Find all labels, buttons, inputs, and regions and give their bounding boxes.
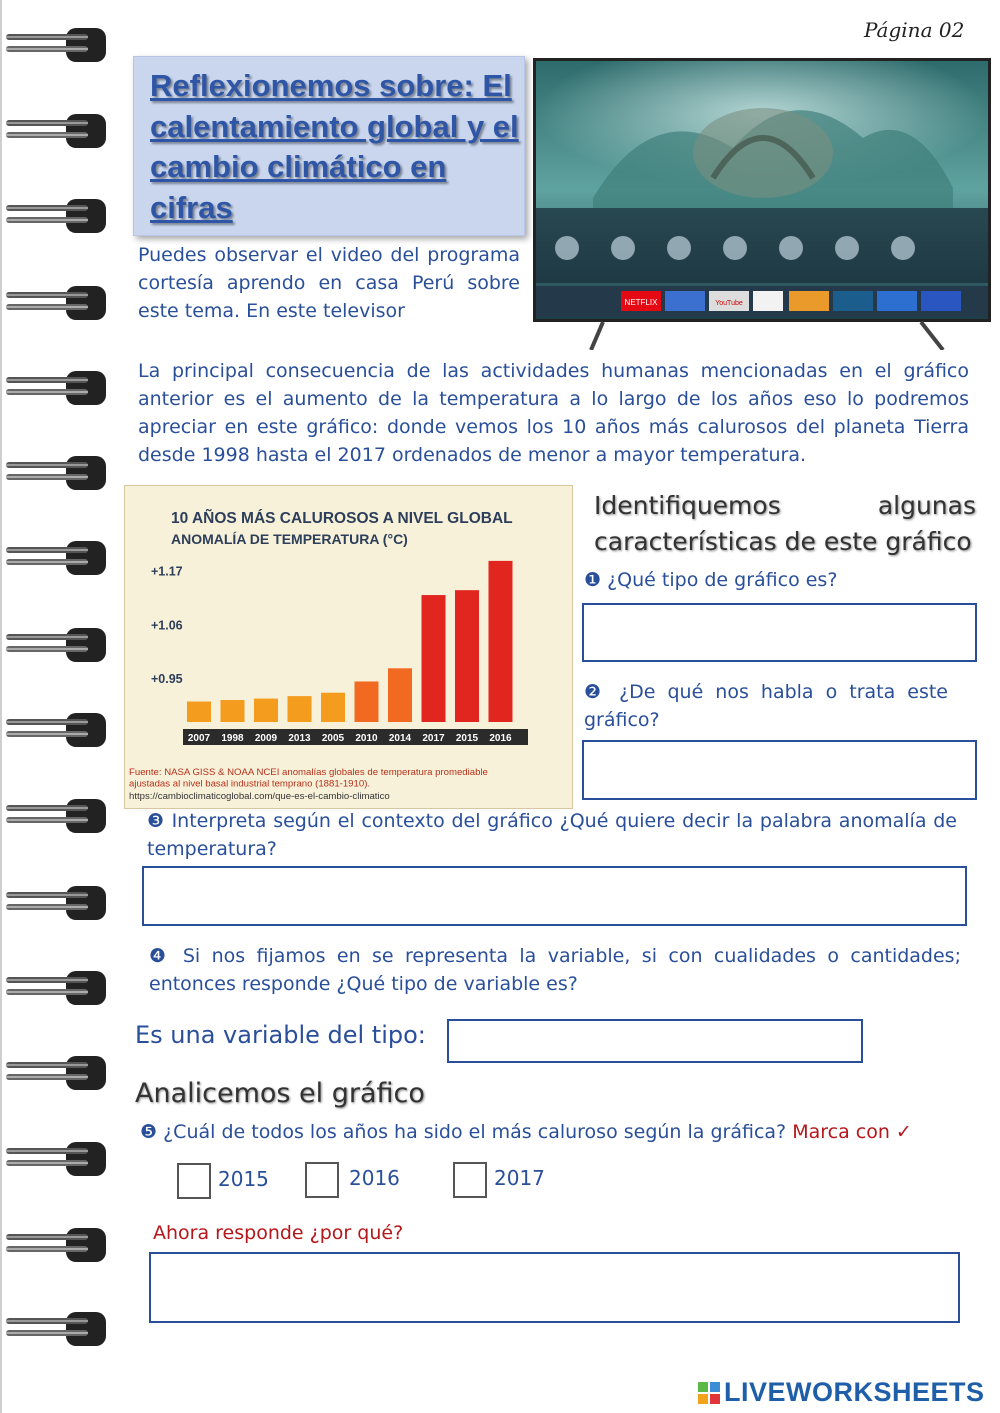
option-2016-label: 2016 <box>349 1166 400 1190</box>
liveworksheets-logo <box>698 1377 985 1408</box>
answer-box-why[interactable] <box>149 1252 960 1323</box>
x-tick-label: 2005 <box>321 733 345 744</box>
answer-box-q3[interactable] <box>142 866 967 926</box>
chart-source-text-line2: ajustadas al nivel basal industrial temprano (1881-1910). <box>129 778 371 790</box>
x-tick-label: 2007 <box>187 733 211 744</box>
question-5-text: ¿Cuál de todos los años ha sido el más caluroso según la gráfica? <box>163 1121 787 1143</box>
spiral-ring <box>4 1050 108 1096</box>
answer-box-q1[interactable] <box>582 603 977 662</box>
y-tick-label: +1.06 <box>151 618 183 633</box>
bullet-5: ❺ <box>140 1121 158 1143</box>
question-4 <box>149 942 961 998</box>
spiral-ring <box>4 622 108 668</box>
chart-bar <box>221 700 245 722</box>
x-tick-label: 2014 <box>388 733 412 744</box>
identify-heading-word1: Identifiquemos <box>594 491 781 520</box>
chart-title: 10 AÑOS MÁS CALUROSOS A NIVEL GLOBAL <box>171 510 513 527</box>
spiral-ring <box>4 22 108 68</box>
question-2 <box>584 678 948 734</box>
checkbox-2016[interactable] <box>305 1162 339 1198</box>
bullet-4: ❹ <box>149 945 172 967</box>
question-3 <box>147 807 957 863</box>
brand-name: LIVEWORKSHEETS <box>724 1377 985 1407</box>
x-tick-label: 2016 <box>489 733 512 744</box>
identify-heading-word2: algunas <box>877 491 976 520</box>
question-2-text: ¿De qué nos habla o trata este gráfico? <box>584 681 948 731</box>
question-3-text: Interpreta según el contexto del gráfico ¿Qué quiere decir la palabra anomalía de temperatura? <box>147 810 957 860</box>
checkbox-2017[interactable] <box>453 1162 487 1198</box>
y-tick-label: +1.17 <box>151 564 183 579</box>
page-number: Página 02 <box>864 18 965 42</box>
option-2017-label: 2017 <box>494 1166 545 1190</box>
chart-subtitle: ANOMALÍA DE TEMPERATURA (°C) <box>171 531 408 547</box>
spiral-ring <box>4 535 108 581</box>
chart-bar <box>455 590 479 722</box>
chart-source-text: Fuente: NASA GISS & NOAA NCEI anomalías globales de temperatura promediable <box>129 767 488 778</box>
x-tick-label: 2015 <box>455 733 479 744</box>
intro-text: Puedes observar el video del programa cortesía aprendo en casa Perú sobre este tema. En este televisor <box>138 244 520 322</box>
chart-bar <box>388 668 412 722</box>
spiral-ring <box>4 880 108 926</box>
bullet-1: ❶ <box>584 569 602 591</box>
mark-instruction: Marca con ✓ <box>792 1121 912 1143</box>
spiral-ring <box>4 793 108 839</box>
youtube-label: YouTube <box>715 300 743 307</box>
spiral-ring <box>4 450 108 496</box>
chart-source-url: https://cambioclimaticoglobal.com/que-es-el-cambio-climatico <box>129 791 390 802</box>
question-4-text: Si nos fijamos en se representa la variable, si con cualidades o cantidades; entonces responde ¿Qué tipo de variable es? <box>149 945 961 995</box>
main-paragraph: La principal consecuencia de las actividades humanas mencionadas en el gráfico anterior es el aumento de la temperatura a lo largo de los años eso lo podremos apreciar en este gráfico: donde vemos los 10 años más calurosos del planeta Tierra desde 1998 hasta el 2017 ordenados de menor a mayor temperatura. <box>138 360 969 466</box>
spiral-ring <box>4 965 108 1011</box>
why-label: Ahora responde ¿por qué? <box>153 1222 404 1244</box>
answer-box-variable-type[interactable] <box>447 1019 863 1063</box>
option-2015-label: 2015 <box>218 1167 269 1191</box>
x-tick-label: 2017 <box>422 733 445 744</box>
notebook-margin-line <box>0 0 2 1413</box>
chart-bar <box>321 693 345 722</box>
spiral-ring <box>4 193 108 239</box>
question-1-text: ¿Qué tipo de gráfico es? <box>607 569 838 591</box>
question-5 <box>140 1121 912 1143</box>
chart-bar <box>254 699 278 722</box>
chart-bar <box>489 561 513 722</box>
chart-source <box>129 767 491 790</box>
netflix-label: NETFLIX <box>624 298 658 307</box>
spiral-ring <box>4 707 108 753</box>
checkbox-2015[interactable] <box>177 1163 211 1199</box>
chart-bar <box>422 595 446 722</box>
x-tick-label: 2009 <box>254 733 278 744</box>
liveworksheets-logo-icon <box>698 1382 720 1404</box>
spiral-ring <box>4 1222 108 1268</box>
spiral-ring <box>4 280 108 326</box>
answer-box-q2[interactable] <box>582 740 977 800</box>
page-title: Reflexionemos sobre: El calentamiento global y el cambio climático en cifras <box>150 68 519 225</box>
bullet-3: ❸ <box>147 810 165 832</box>
chart-bar <box>288 696 312 722</box>
x-tick-label: 1998 <box>221 733 244 744</box>
identify-heading <box>594 488 976 560</box>
question-1 <box>584 569 837 591</box>
spiral-ring <box>4 365 108 411</box>
spiral-ring <box>4 108 108 154</box>
variable-label: Es una variable del tipo: <box>135 1021 426 1049</box>
chart-bar <box>355 681 379 722</box>
tv-image <box>533 58 991 350</box>
temperature-chart <box>124 485 573 809</box>
chart-bar <box>187 701 211 722</box>
x-tick-label: 2013 <box>288 733 311 744</box>
spiral-ring <box>4 1306 108 1352</box>
bullet-2: ❷ <box>584 681 608 703</box>
identify-heading-line2: características de este gráfico <box>594 527 972 556</box>
y-tick-label: +0.95 <box>151 672 183 687</box>
x-tick-label: 2010 <box>355 733 378 744</box>
chart-svg <box>125 486 572 808</box>
spiral-ring <box>4 1136 108 1182</box>
analyze-heading: Analicemos el gráfico <box>135 1078 425 1109</box>
